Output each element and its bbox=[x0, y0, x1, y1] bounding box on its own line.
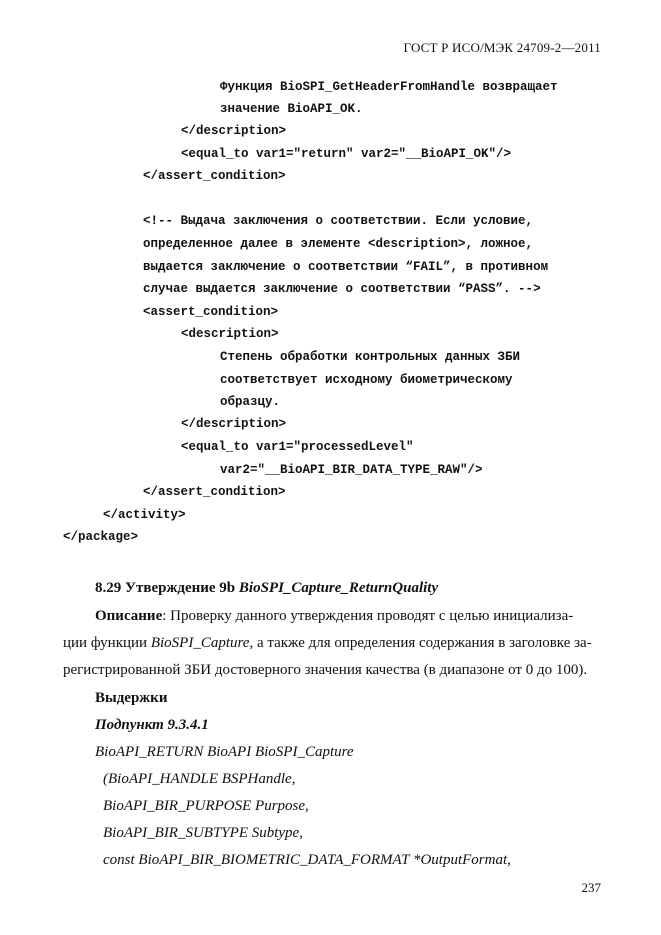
code-line: </assert_condition> bbox=[143, 169, 286, 183]
section-heading bbox=[95, 579, 438, 597]
code-line: <assert_condition> bbox=[143, 305, 279, 319]
signature-line: BioAPI_BIR_SUBTYPE Subtype, bbox=[103, 825, 303, 841]
extracts-heading: Выдержки bbox=[95, 690, 168, 706]
code-line: </description> bbox=[181, 124, 287, 138]
description-text: , а также для определения содержания в заголовке за- bbox=[249, 635, 592, 651]
description-label: Описание bbox=[95, 608, 163, 624]
description-line bbox=[63, 634, 592, 652]
signature-line: (BioAPI_HANDLE BSPHandle, bbox=[103, 771, 296, 787]
description-text: : Проверку данного утверждения проводят с целью инициализа- bbox=[162, 608, 574, 624]
code-line: Функция BioSPI_GetHeaderFromHandle возвращает bbox=[220, 80, 558, 94]
code-line: </package> bbox=[63, 530, 139, 544]
signature-line: BioAPI_RETURN BioAPI BioSPI_Capture bbox=[95, 744, 354, 760]
code-line: </activity> bbox=[103, 508, 186, 522]
description-line bbox=[95, 607, 573, 625]
code-line: <equal_to var1="processedLevel" bbox=[181, 440, 414, 454]
code-comment-line: <!-- Выдача заключения о соответствии. Если условие, bbox=[143, 214, 534, 228]
code-line: </assert_condition> bbox=[143, 485, 286, 499]
code-line: <description> bbox=[181, 327, 279, 341]
code-line: </description> bbox=[181, 417, 287, 431]
code-line: соответствует исходному биометрическому bbox=[220, 373, 513, 387]
code-line: образцу. bbox=[220, 395, 281, 409]
description-line: регистрированной ЗБИ достоверного значения качества (в диапазоне от 0 до 100). bbox=[63, 662, 588, 678]
code-line: значение BioAPI_OK. bbox=[220, 102, 363, 116]
code-comment-line: определенное далее в элементе <description>, ложное, bbox=[143, 237, 534, 251]
code-line: var2="__BioAPI_BIR_DATA_TYPE_RAW"/> bbox=[220, 463, 483, 477]
code-comment-line: выдается заключение о соответствии “FAIL”, в противном bbox=[143, 260, 549, 274]
description-text: ции функции bbox=[63, 635, 151, 651]
section-heading-function: BioSPI_Capture_ReturnQuality bbox=[238, 580, 439, 596]
signature-line: BioAPI_BIR_PURPOSE Purpose, bbox=[103, 798, 309, 814]
code-line: <equal_to var1="return" var2="__BioAPI_OK"/> bbox=[181, 147, 512, 161]
section-heading-number: 8.29 Утверждение 9b bbox=[95, 580, 239, 596]
code-comment-line: случае выдается заключение о соответствии “PASS”. --> bbox=[143, 282, 541, 296]
page-number: 237 bbox=[581, 880, 601, 895]
signature-line: const BioAPI_BIR_BIOMETRIC_DATA_FORMAT *OutputFormat, bbox=[103, 852, 511, 868]
subclause-heading: Подпункт 9.3.4.1 bbox=[95, 717, 209, 733]
standard-designation: ГОСТ Р ИСО/МЭК 24709-2—2011 bbox=[403, 40, 601, 55]
code-line: Степень обработки контрольных данных ЗБИ bbox=[220, 350, 521, 364]
description-function: BioSPI_Capture bbox=[150, 635, 250, 651]
